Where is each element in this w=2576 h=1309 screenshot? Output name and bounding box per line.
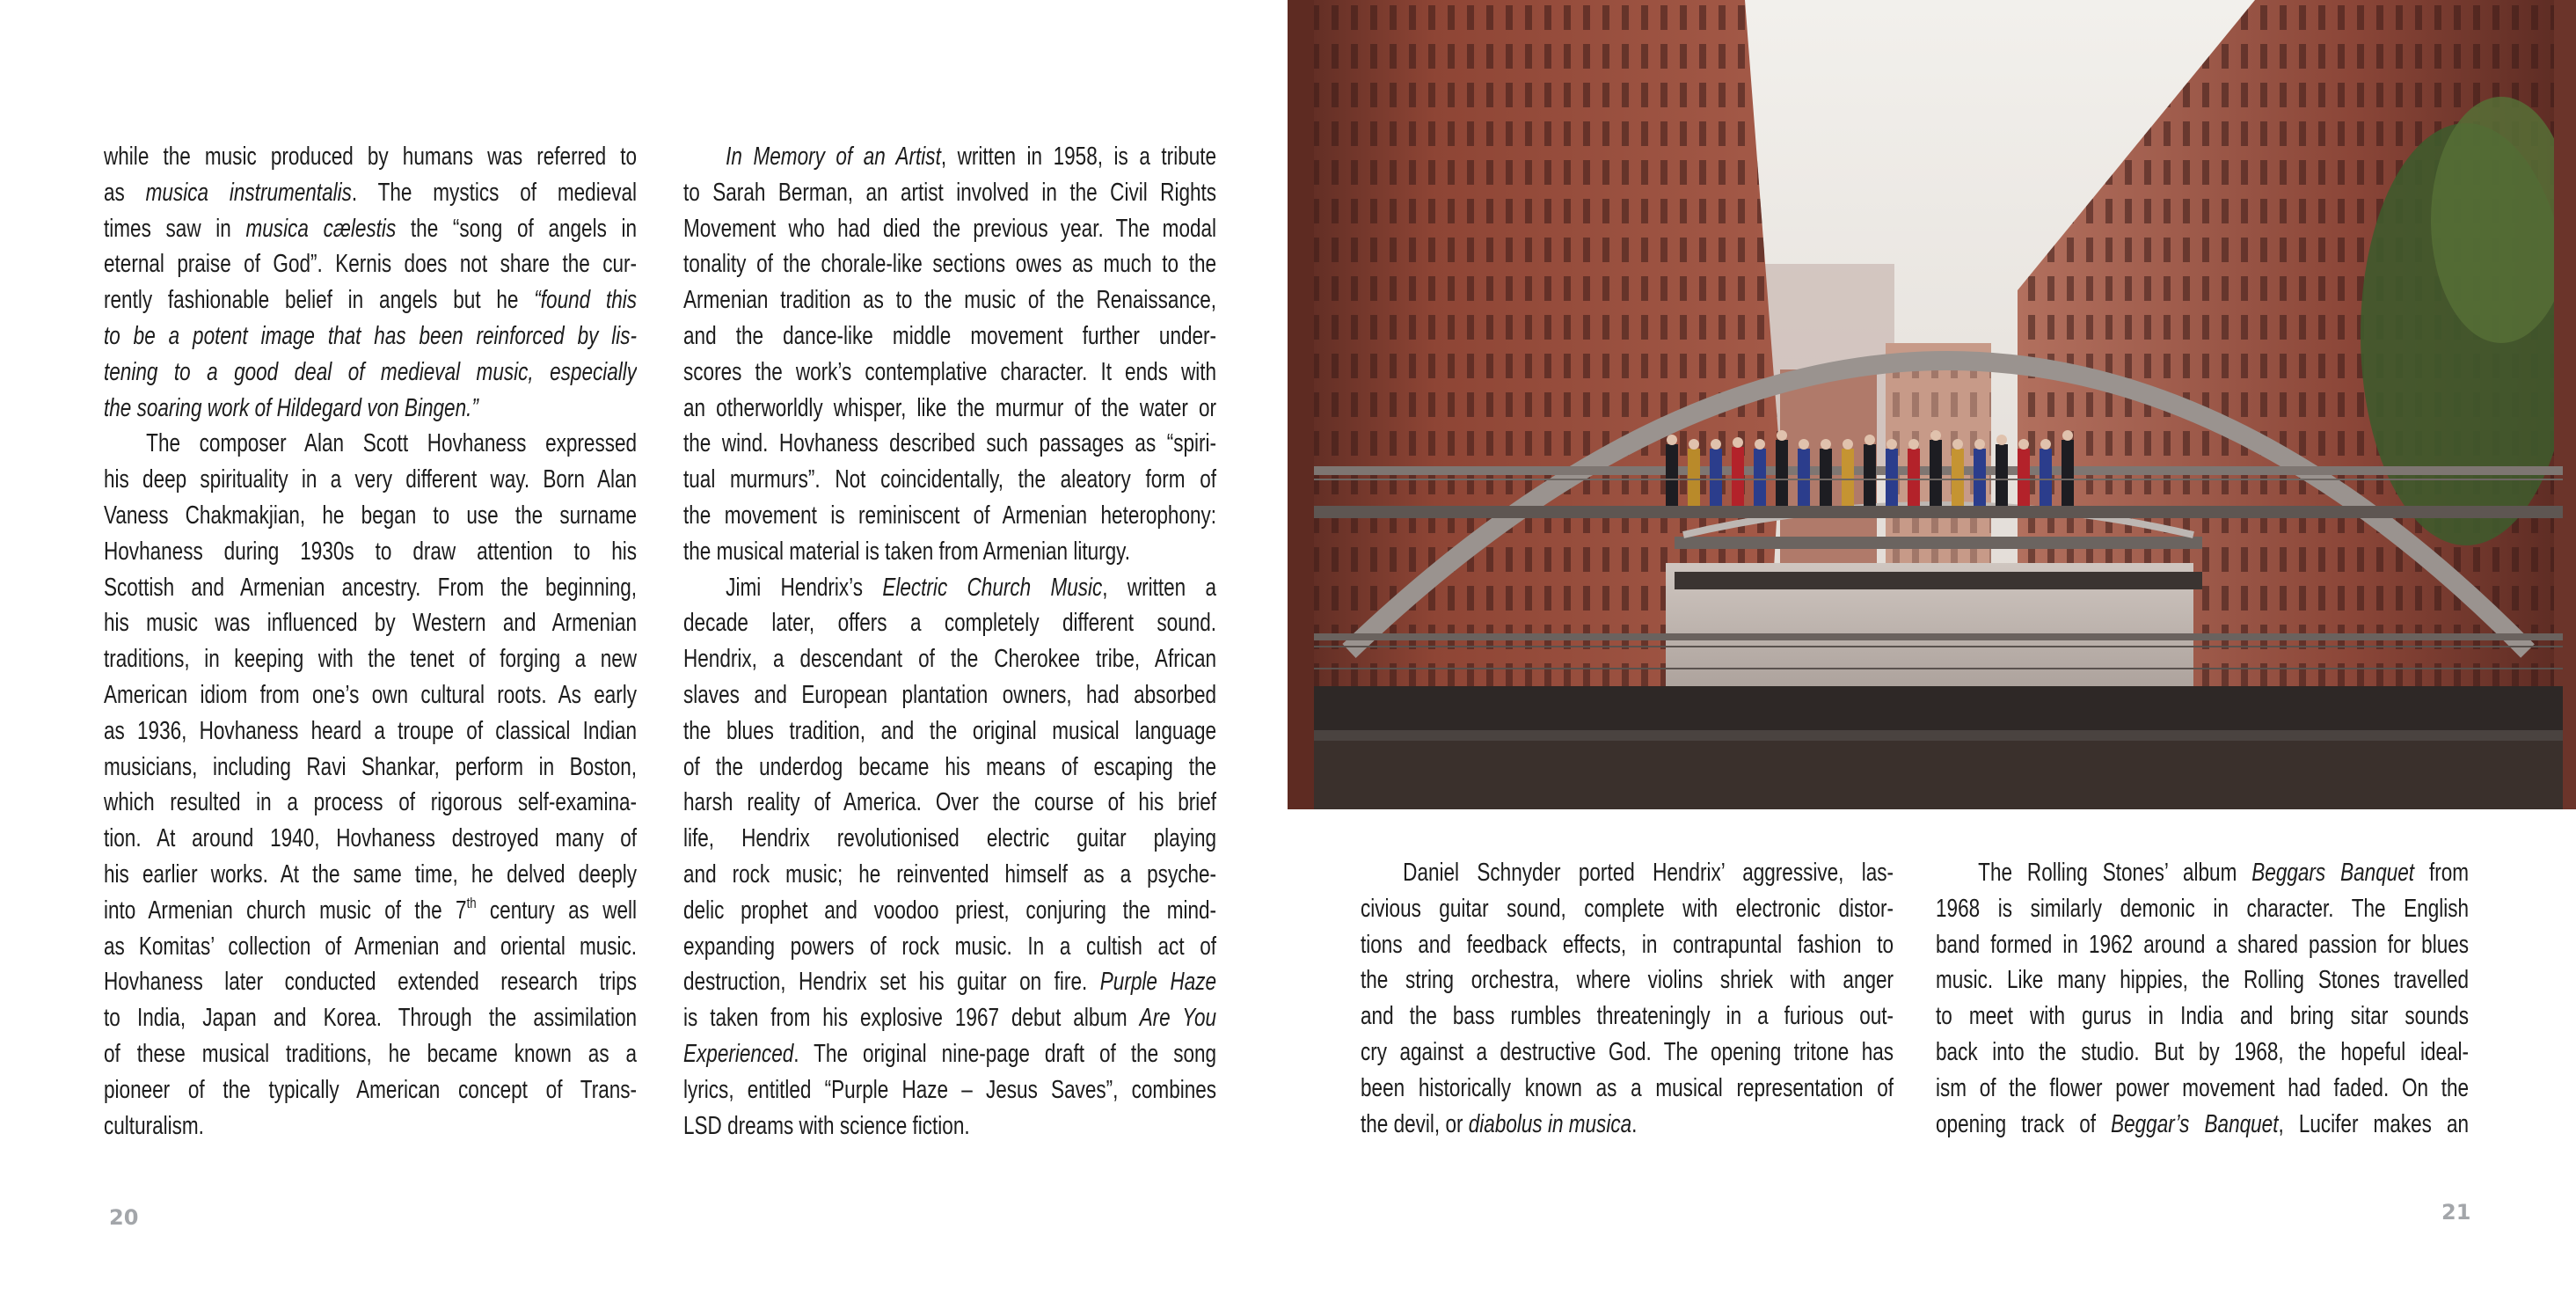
text-segment: and the dance-like middle movement further under- (683, 321, 1217, 350)
italic-text: musica instrumentalis (145, 178, 352, 207)
text-segment: civious guitar sound, complete with electronic distor- (1361, 894, 1894, 923)
text-segment: . The original nine-page draft of the song (793, 1039, 1217, 1068)
text-segment: which resulted in a process of rigorous self-examina- (104, 788, 638, 817)
text-line (683, 677, 1216, 713)
photo-orchestra-on-bridge-icon (1288, 0, 2576, 809)
text-line (683, 534, 1216, 570)
text-segment: as (104, 178, 146, 207)
italic-text: musica cælestis (245, 214, 397, 243)
text-line (1936, 962, 2469, 998)
text-line (1361, 1035, 1894, 1071)
text-segment: times saw in (104, 214, 246, 243)
text-line (1361, 855, 1894, 891)
text-segment: rently fashionable belief in angels but he (104, 286, 535, 315)
text-segment: scores the work’s contemplative character. It ends with (683, 357, 1217, 386)
text-line (683, 857, 1216, 893)
text-segment: while the music produced by humans was referred to (104, 143, 638, 171)
text-line (104, 246, 637, 282)
text-segment: the blues tradition, and the original musical language (683, 716, 1217, 745)
text-line (683, 462, 1216, 498)
text-line (683, 785, 1216, 821)
text-line (1361, 1071, 1894, 1107)
text-segment: eternal praise of God”. Kernis does not share the cur- (104, 250, 638, 279)
text-segment: . (1631, 1109, 1638, 1138)
text-segment: cry against a destructive God. The opening tritone has (1361, 1037, 1894, 1066)
text-segment: Daniel Schnyder ported Hendrix’ aggressive, las- (1403, 859, 1894, 887)
italic-text: diabolus in musica (1468, 1109, 1632, 1138)
text-segment: ism of the flower power movement had faded. On the (1936, 1073, 2470, 1102)
text-line (104, 893, 637, 929)
text-line (104, 318, 637, 355)
text-line (683, 713, 1216, 750)
text-segment: , written in 1958, is a tribute (940, 143, 1217, 171)
text-line (683, 1036, 1216, 1072)
text-segment: traditions, in keeping with the tenet of forging a new (104, 645, 638, 674)
text-segment: been historically known as a musical representation of (1361, 1073, 1894, 1102)
text-segment: tions and feedback effects, in contrapuntal fashion to (1361, 930, 1894, 959)
text-line (1936, 891, 2469, 927)
text-segment: Vaness Chakmakjian, he began to use the surname (104, 501, 638, 530)
text-line (104, 750, 637, 786)
text-segment: is taken from his explosive 1967 debut album (683, 1004, 1140, 1033)
text-segment: his music was influenced by Western and Armenian (104, 609, 638, 638)
text-segment: the wind. Hovhaness described such passages as “spiri- (683, 429, 1217, 458)
page-number-left: 20 (109, 1205, 139, 1230)
text-line (683, 282, 1216, 318)
text-line (683, 1072, 1216, 1108)
text-segment: band formed in 1962 around a shared passion for blues (1936, 930, 2470, 959)
text-line (104, 139, 637, 175)
text-segment: slaves and European plantation owners, had absorbed (683, 680, 1217, 709)
text-line (1936, 855, 2469, 891)
text-line (683, 1108, 1216, 1144)
text-line (683, 391, 1216, 427)
text-segment: the “song of angels in (396, 214, 638, 243)
text-segment: to India, Japan and Korea. Through the assimilation (104, 1004, 638, 1033)
text-segment: musicians, including Ravi Shankar, perform in Boston, (104, 752, 638, 781)
text-segment: back into the studio. But by 1968, the hopeful ideal- (1936, 1037, 2470, 1066)
italic-text: “found this (534, 286, 638, 315)
italic-text: Experienced (683, 1039, 794, 1068)
text-segment: , Lucifer makes an (2278, 1109, 2470, 1138)
text-segment: as Komitas’ collection of Armenian and oriental music. (104, 932, 638, 961)
text-line (104, 1108, 637, 1144)
text-segment: destruction, Hendrix set his guitar on fire. (683, 968, 1100, 997)
photo-illustration (1288, 0, 2576, 809)
text-segment: , written a (1102, 573, 1217, 602)
text-segment: century as well (476, 896, 638, 925)
text-segment: music. Like many hippies, the Rolling Stones travelled (1936, 966, 2470, 995)
page-number-right: 21 (2441, 1200, 2471, 1225)
text-line (683, 246, 1216, 282)
text-segment: the musical material is taken from Armenian liturgy. (683, 537, 1131, 566)
italic-text: the soaring work of Hildegard von Bingen.” (104, 393, 478, 422)
text-segment: his earlier works. At the same time, he delved deeply (104, 859, 638, 889)
text-segment: into Armenian church music of the 7 (104, 896, 467, 925)
text-segment: pioneer of the typically American concept of Trans- (104, 1075, 638, 1104)
text-segment: tion. At around 1940, Hovhaness destroyed many of (104, 824, 638, 853)
text-segment: the devil, or (1361, 1109, 1469, 1138)
text-line (104, 462, 637, 498)
text-line (683, 570, 1216, 606)
italic-text: Are You (1139, 1004, 1217, 1033)
text-line (1936, 927, 2469, 963)
superscript-text: th (466, 894, 477, 911)
text-segment: culturalism. (104, 1111, 204, 1140)
text-line (1361, 927, 1894, 963)
text-segment: the string orchestra, where violins shriek with anger (1361, 966, 1894, 995)
text-line (1361, 1107, 1894, 1143)
text-line (1936, 1035, 2469, 1071)
text-line (683, 929, 1216, 965)
text-line (104, 391, 637, 427)
text-line (104, 857, 637, 893)
text-line (104, 821, 637, 857)
text-line (104, 1036, 637, 1072)
right-column-2 (1936, 855, 2469, 1142)
italic-text: to be a potent image that has been reinforced by lis- (104, 321, 638, 350)
text-segment: tonality of the chorale-like sections owes as much to the (683, 250, 1217, 279)
text-line (104, 1072, 637, 1108)
text-line (683, 641, 1216, 677)
text-line (683, 426, 1216, 462)
text-line (104, 929, 637, 965)
text-segment: lyrics, entitled “Purple Haze – Jesus Saves”, combines (683, 1075, 1217, 1104)
text-line (683, 139, 1216, 175)
text-segment: decade later, offers a completely different sound. (683, 609, 1217, 638)
text-segment: Jimi Hendrix’s (726, 573, 883, 602)
text-line (104, 713, 637, 750)
text-segment: The composer Alan Scott Hovhaness expressed (146, 429, 638, 458)
text-segment: to Sarah Berman, an artist involved in the Civil Rights (683, 178, 1217, 207)
text-line (104, 641, 637, 677)
text-segment: opening track of (1936, 1109, 2112, 1138)
text-segment: as 1936, Hovhaness heard a troupe of classical Indian (104, 716, 638, 745)
text-segment: 1968 is similarly demonic in character. The English (1936, 894, 2470, 923)
text-line (683, 893, 1216, 929)
right-column-1 (1361, 855, 1894, 1142)
text-line (1361, 998, 1894, 1035)
text-line (104, 175, 637, 211)
text-segment: American idiom from one’s own cultural roots. As early (104, 680, 638, 709)
italic-text: Beggars Banquet (2251, 859, 2415, 887)
text-segment: the movement is reminiscent of Armenian heterophony: (683, 501, 1217, 530)
text-segment: Hovhaness later conducted extended research trips (104, 968, 638, 997)
text-line (1936, 1107, 2469, 1143)
text-line (104, 534, 637, 570)
text-segment: Hendrix, a descendant of the Cherokee tribe, African (683, 645, 1217, 674)
text-line (683, 821, 1216, 857)
left-column-2 (683, 139, 1216, 1144)
text-segment: Movement who had died the previous year. The modal (683, 214, 1217, 243)
text-line (104, 211, 637, 247)
text-segment: to meet with gurus in India and bring sitar sounds (1936, 1002, 2470, 1031)
text-line (1936, 998, 2469, 1035)
text-segment: tual murmurs”. Not coincidentally, the aleatory form of (683, 465, 1217, 494)
text-line (683, 355, 1216, 391)
text-line (683, 318, 1216, 355)
text-line (104, 355, 637, 391)
text-segment: harsh reality of America. Over the course of his brief (683, 788, 1217, 817)
text-line (1361, 891, 1894, 927)
text-segment: delic prophet and voodoo priest, conjuring the mind- (683, 896, 1217, 925)
text-line (104, 785, 637, 821)
text-line (683, 750, 1216, 786)
text-line (104, 570, 637, 606)
text-line (1936, 1071, 2469, 1107)
text-segment: an otherworldly whisper, like the murmur of the water or (683, 393, 1217, 422)
text-line (104, 498, 637, 534)
left-column-1 (104, 139, 637, 1144)
text-line (683, 605, 1216, 641)
text-segment: Hovhaness during 1930s to draw attention to his (104, 537, 638, 566)
text-line (104, 426, 637, 462)
text-line (683, 498, 1216, 534)
italic-text: Purple Haze (1099, 968, 1217, 997)
text-segment: from (2414, 859, 2470, 887)
text-line (104, 964, 637, 1000)
text-line (104, 605, 637, 641)
text-segment: Armenian tradition as to the music of the Renaissance, (683, 286, 1217, 315)
text-line (1361, 962, 1894, 998)
text-line (104, 1000, 637, 1036)
text-segment: Scottish and Armenian ancestry. From the beginning, (104, 573, 638, 602)
text-segment: expanding powers of rock music. In a cultish act of (683, 932, 1217, 961)
text-line (683, 211, 1216, 247)
italic-text: Beggar’s Banquet (2111, 1109, 2279, 1138)
text-line (683, 175, 1216, 211)
text-segment: and rock music; he reinvented himself as a psyche- (683, 859, 1217, 889)
text-segment: LSD dreams with science fiction. (683, 1111, 970, 1140)
text-segment: life, Hendrix revolutionised electric guitar playing (683, 824, 1217, 853)
text-segment: . The mystics of medieval (351, 178, 638, 207)
text-segment: and the bass rumbles threateningly in a furious out- (1361, 1002, 1894, 1031)
text-segment: of the underdog became his means of escaping the (683, 752, 1217, 781)
text-line (104, 677, 637, 713)
text-line (683, 1000, 1216, 1036)
italic-text: tening to a good deal of medieval music, especially (104, 357, 638, 386)
text-segment: his deep spirituality in a very different way. Born Alan (104, 465, 638, 494)
text-line (104, 282, 637, 318)
text-segment: The Rolling Stones’ album (1978, 859, 2252, 887)
text-segment: of these musical traditions, he became known as a (104, 1039, 638, 1068)
text-line (683, 964, 1216, 1000)
italic-text: In Memory of an Artist (726, 143, 941, 171)
italic-text: Electric Church Music (882, 573, 1103, 602)
